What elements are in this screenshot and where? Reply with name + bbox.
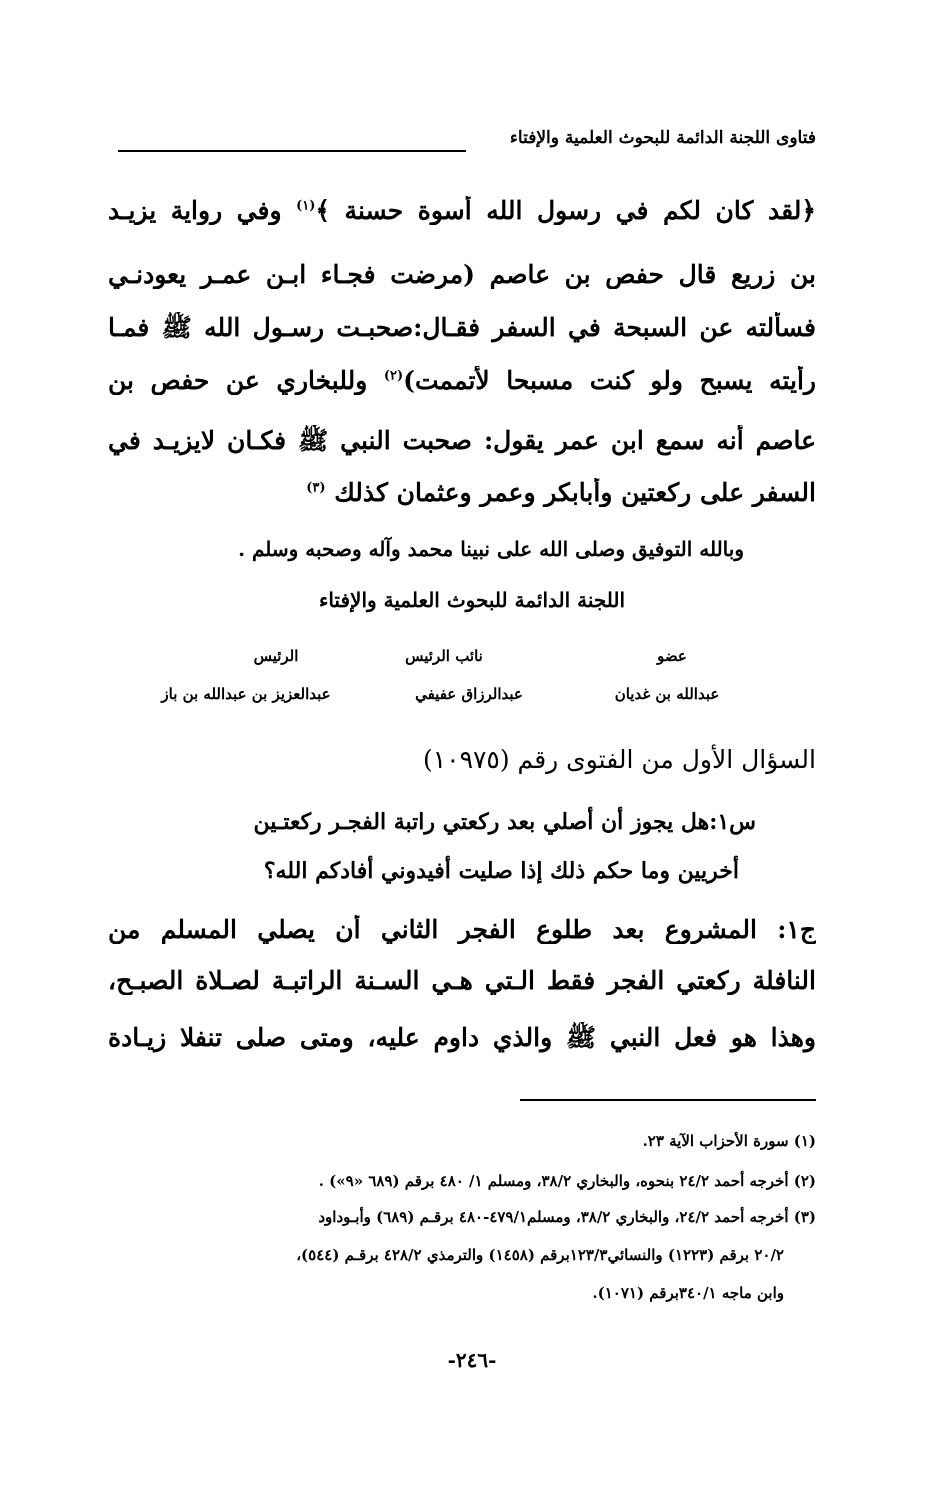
- page-number: -٢٤٦-: [447, 1348, 497, 1372]
- header-title: فتاوى اللجنة الدائمة للبحوث العلمية والإفتاء: [509, 128, 816, 148]
- answer-line-2: النافلة ركعتي الفجر فقط الـتي هـي السـنة الراتبـة لصـلاة الصبـح،: [108, 966, 816, 995]
- signatory-vice-president-title: نائب الرئيس: [405, 647, 483, 665]
- body-line-4: رأيته يسبح ولو كنت مسبحا لأتممت)$^{(٢)}$ وللبخاري عن حفص بن: [108, 366, 816, 395]
- signatory-member-title: عضو: [657, 647, 687, 665]
- header-rule: [118, 150, 466, 152]
- signatory-vice-president-name: عبدالرزاق عفيفي: [415, 685, 523, 703]
- body-line-6: السفر على ركعتين وأبابكر وعمر وعثمان كذلك $^{(٣)}$: [306, 478, 816, 507]
- signatory-member-name: عبدالله بن غديان: [614, 685, 720, 703]
- answer-line-3: وهذا هو فعل النبي ﷺ والذي داوم عليه، ومتى صلى تنفلا زيـادة: [108, 1023, 816, 1052]
- closing-formula: وبالله التوفيق وصلى الله على نبينا محمد وآله وصحبه وسلم .: [238, 537, 744, 561]
- footnote-1: (١) سورة الأحزاب الآية ٢٣.: [642, 1132, 816, 1150]
- signatory-president-name: عبدالعزيز بن عبدالله بن باز: [161, 685, 331, 703]
- body-line-1: ﴿لقد كان لكم في رسول الله أسوة حسنة ﴾$^{(١)}$ وفي رواية يزيـد: [108, 196, 816, 225]
- running-header: [118, 128, 816, 164]
- footnote-3-cont-2: وابن ماجه ٣٤٠/١برقم (١٠٧١).: [592, 1284, 784, 1302]
- signatory-president-title: الرئيس: [253, 647, 299, 665]
- footnote-ref-1: (١): [296, 198, 316, 214]
- fatwa-question-heading: السؤال الأول من الفتوى رقم (١٠٩٧٥): [422, 745, 816, 774]
- body-line-5: عاصم أنه سمع ابن عمر يقول: صحبت النبي ﷺ فكـان لايزيـد في: [108, 426, 816, 455]
- footnote-3-cont-1: ٢٠/٢ برقم (١٢٢٣) والنسائي١٢٣/٣برقم (١٤٥٨) والترمذي ٤٢٨/٢ برقـم (٥٤٤)،: [296, 1246, 784, 1264]
- footnote-separator: [520, 1099, 816, 1101]
- footnote-ref-3: (٣): [306, 480, 326, 496]
- question-line-1: س١:هل يجوز أن أصلي بعد ركعتي راتبة الفجـر ركعتـين: [253, 809, 756, 835]
- answer-line-1: ج١: المشروع بعد طلوع الفجر الثاني أن يصلي المسلم من: [108, 915, 816, 944]
- body-line-3: فسألته عن السبحة في السفر فقـال:صحبـت رسـول الله ﷺ فمـا: [108, 313, 816, 342]
- footnote-3: (٣) أخرجه أحمد ٢٤/٢، والبخاري ٣٨/٢، ومسلم٤٧٩/١-٤٨٠ برقـم (٦٨٩) وأبـوداود: [318, 1208, 816, 1226]
- committee-name: اللجنة الدائمة للبحوث العلمية والإفتاء: [318, 588, 626, 612]
- question-line-2: أخريين وما حكم ذلك إذا صليت أفيدوني أفادكم الله؟: [263, 858, 739, 884]
- footnote-ref-2: (٢): [383, 368, 404, 384]
- body-line-2: بن زريع قال حفص بن عاصم (مرضت فجـاء ابـن عمـر يعودنـي: [108, 260, 816, 289]
- footnote-2: (٢) أخرجه أحمد ٢٤/٢ بنحوه، والبخاري ٣٨/٢، ومسلم ١/ ٤٨٠ برقم (٦٨٩ «٩») .: [318, 1172, 816, 1190]
